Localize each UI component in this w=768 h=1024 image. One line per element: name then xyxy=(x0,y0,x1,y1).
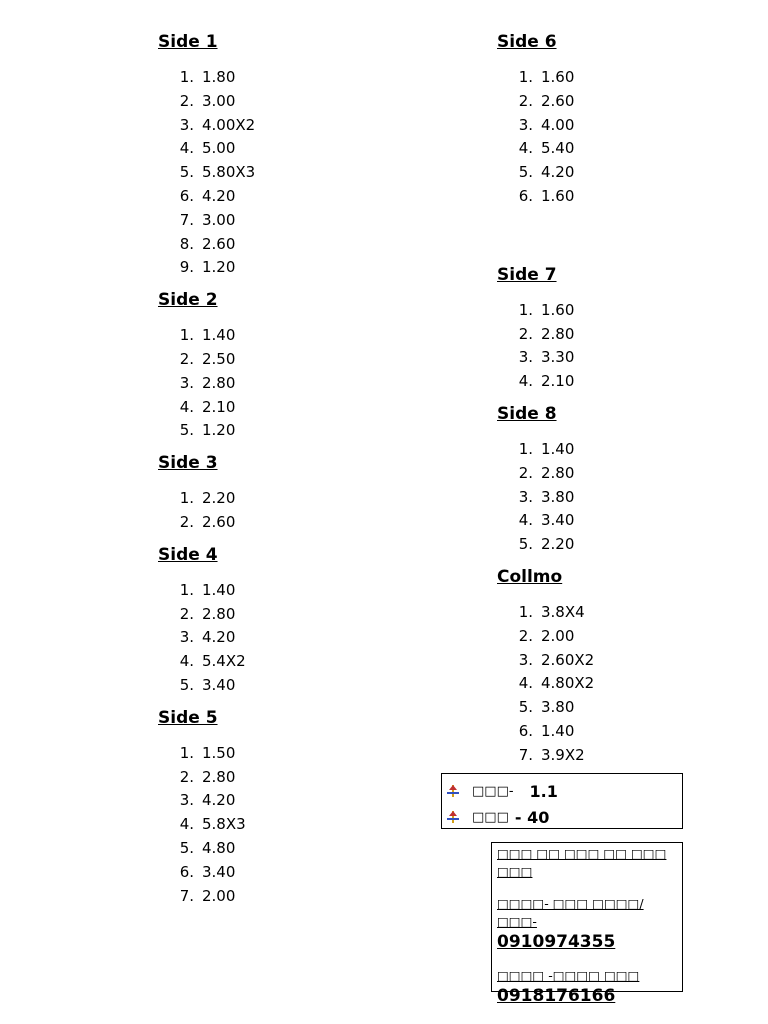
list-number: 3. xyxy=(179,791,194,810)
list-number: 4. xyxy=(518,674,533,693)
list-value: 4.20 xyxy=(541,163,575,182)
info-row xyxy=(446,804,682,830)
list-number: 4. xyxy=(179,652,194,671)
list-item xyxy=(497,509,697,533)
list-value: 2.60 xyxy=(202,234,236,253)
list-number: 5. xyxy=(518,163,533,182)
numbered-list xyxy=(158,742,418,909)
list-value: 3.80 xyxy=(541,487,575,506)
list-item xyxy=(158,419,418,443)
list-number: 1. xyxy=(518,602,533,621)
list-value: 1.50 xyxy=(202,743,236,762)
contact-phone: 0918176166 xyxy=(497,986,616,1006)
list-item xyxy=(158,674,418,698)
list-item xyxy=(497,185,697,209)
list-value: 1.60 xyxy=(541,186,575,205)
list-number: 4. xyxy=(179,397,194,416)
section-title: Side 5 xyxy=(158,707,218,728)
list-item xyxy=(497,346,697,370)
list-value: 4.80 xyxy=(202,838,236,857)
list-item xyxy=(497,323,697,347)
list-value: 4.00X2 xyxy=(202,115,256,134)
list-value: 4.00 xyxy=(541,115,575,134)
list-item xyxy=(158,209,418,233)
list-item xyxy=(158,372,418,396)
list-value: 1.20 xyxy=(202,258,236,277)
list-item xyxy=(158,66,418,90)
list-item xyxy=(497,625,697,649)
list-number: 5. xyxy=(518,535,533,554)
list-item xyxy=(158,487,418,511)
list-value: 2.60 xyxy=(541,91,575,110)
list-value: 1.60 xyxy=(541,300,575,319)
list-number: 8. xyxy=(179,234,194,253)
section xyxy=(497,263,697,394)
list-item xyxy=(158,742,418,766)
list-number: 1. xyxy=(179,68,194,86)
list-number: 3. xyxy=(518,487,533,506)
list-value: 5.4X2 xyxy=(202,652,246,671)
list-number: 7. xyxy=(179,210,194,229)
list-item xyxy=(497,720,697,744)
list-number: 6. xyxy=(179,862,194,881)
list-item xyxy=(158,137,418,161)
list-number: 2. xyxy=(518,91,533,110)
list-number: 2. xyxy=(179,767,194,786)
list-value: 1.40 xyxy=(541,439,575,458)
list-number: 3. xyxy=(518,650,533,669)
section xyxy=(158,451,418,535)
list-number: 5. xyxy=(179,838,194,857)
list-number: 1. xyxy=(518,300,533,319)
section-title: Side 8 xyxy=(497,403,557,424)
list-value: 5.40 xyxy=(541,139,575,158)
numbered-list xyxy=(497,66,697,209)
list-number: 2. xyxy=(518,324,533,343)
list-number: 6. xyxy=(518,186,533,205)
list-number: 4. xyxy=(518,511,533,530)
list-number: 2. xyxy=(518,463,533,482)
list-value: 1.80 xyxy=(202,68,236,86)
list-item xyxy=(158,256,418,280)
numbered-list xyxy=(158,487,418,535)
list-item xyxy=(497,370,697,394)
list-number: 2. xyxy=(518,626,533,645)
list-item xyxy=(158,233,418,257)
list-number: 5. xyxy=(518,698,533,717)
list-item xyxy=(497,533,697,557)
list-value: 5.80X3 xyxy=(202,163,256,182)
list-value: 4.80X2 xyxy=(541,674,595,693)
list-value: 2.00 xyxy=(202,886,236,905)
list-item xyxy=(158,90,418,114)
section xyxy=(158,30,418,280)
list-number: 6. xyxy=(179,186,194,205)
list-value: 2.20 xyxy=(202,489,236,508)
list-number: 2. xyxy=(179,349,194,368)
list-value: 1.40 xyxy=(202,326,236,345)
list-number: 7. xyxy=(179,886,194,905)
list-number: 3. xyxy=(518,115,533,134)
info-value: - 40 xyxy=(514,807,550,827)
section xyxy=(497,402,697,557)
list-number: 3. xyxy=(179,115,194,134)
list-number: 1. xyxy=(518,68,533,86)
list-item xyxy=(497,649,697,673)
bullet-icon xyxy=(446,784,460,798)
list-value: 2.10 xyxy=(202,397,236,416)
list-item xyxy=(158,579,418,603)
list-value: 1.40 xyxy=(541,721,575,740)
list-value: 3.40 xyxy=(541,511,575,530)
numbered-list xyxy=(158,324,418,443)
list-number: 4. xyxy=(518,139,533,158)
list-item xyxy=(158,324,418,348)
list-number: 4. xyxy=(518,372,533,391)
contact-line: □□□□- □□□ □□□□/ □□□- xyxy=(497,896,644,929)
list-item xyxy=(497,601,697,625)
list-value: 3.80 xyxy=(541,698,575,717)
list-item xyxy=(158,185,418,209)
list-item xyxy=(497,486,697,510)
list-item xyxy=(158,603,418,627)
list-number: 3. xyxy=(179,628,194,647)
section xyxy=(158,288,418,443)
section-title: Side 3 xyxy=(158,453,218,474)
list-number: 1. xyxy=(179,489,194,508)
list-value: 5.00 xyxy=(202,139,236,158)
section xyxy=(497,565,697,768)
list-number: 6. xyxy=(518,721,533,740)
list-number: 4. xyxy=(179,815,194,834)
list-item xyxy=(158,885,418,909)
list-number: 9. xyxy=(179,258,194,277)
section-title: Side 7 xyxy=(497,264,557,285)
list-value: 2.80 xyxy=(202,767,236,786)
list-value: 3.00 xyxy=(202,210,236,229)
list-number: 3. xyxy=(179,373,194,392)
contact-line: □□□□ -□□□□ □□□ xyxy=(497,968,640,983)
section-title: Side 2 xyxy=(158,290,218,311)
list-item xyxy=(497,696,697,720)
list-number: 2. xyxy=(179,604,194,623)
info-label: □□□- xyxy=(472,783,514,799)
contact-phone: 0910974355 xyxy=(497,932,616,952)
list-value: 3.9X2 xyxy=(541,745,585,764)
list-item xyxy=(158,650,418,674)
list-number: 1. xyxy=(179,580,194,599)
info-value: 1.1 xyxy=(529,781,558,801)
list-item xyxy=(497,161,697,185)
list-item xyxy=(158,626,418,650)
list-item xyxy=(158,766,418,790)
list-value: 5.8X3 xyxy=(202,815,246,834)
list-item xyxy=(497,90,697,114)
list-number: 3. xyxy=(518,348,533,367)
info-box xyxy=(441,773,683,829)
list-value: 3.40 xyxy=(202,862,236,881)
list-number: 5. xyxy=(179,163,194,182)
list-item xyxy=(158,837,418,861)
info-label: □□□ xyxy=(472,809,509,825)
list-value: 3.30 xyxy=(541,348,575,367)
list-value: 1.60 xyxy=(541,68,575,86)
list-value: 4.20 xyxy=(202,186,236,205)
list-number: 1. xyxy=(179,326,194,345)
numbered-list xyxy=(497,438,697,557)
list-number: 4. xyxy=(179,139,194,158)
section-title: Side 6 xyxy=(497,32,557,52)
list-item xyxy=(497,462,697,486)
list-number: 2. xyxy=(179,91,194,110)
list-item xyxy=(158,813,418,837)
numbered-list xyxy=(158,579,418,698)
list-item xyxy=(497,114,697,138)
contact-line: □□□ □□ □□□ □□ □□□ □□□ xyxy=(497,846,667,879)
list-value: 2.80 xyxy=(541,324,575,343)
list-value: 2.50 xyxy=(202,349,236,368)
list-item xyxy=(497,744,697,768)
list-value: 2.60X2 xyxy=(541,650,595,669)
list-item xyxy=(158,396,418,420)
list-value: 3.40 xyxy=(202,675,236,694)
list-value: 4.20 xyxy=(202,628,236,647)
list-value: 2.00 xyxy=(541,626,575,645)
numbered-list xyxy=(497,601,697,768)
list-item xyxy=(158,161,418,185)
list-item xyxy=(497,66,697,90)
section-title: Side 1 xyxy=(158,32,218,52)
section xyxy=(497,30,697,209)
section-title: Side 4 xyxy=(158,544,218,565)
list-value: 2.80 xyxy=(202,373,236,392)
list-value: 3.00 xyxy=(202,91,236,110)
list-item xyxy=(497,672,697,696)
list-value: 3.8X4 xyxy=(541,602,585,621)
left-column xyxy=(158,30,418,916)
section xyxy=(158,706,418,909)
list-item xyxy=(497,438,697,462)
list-item xyxy=(158,861,418,885)
list-item xyxy=(497,299,697,323)
list-number: 1. xyxy=(179,743,194,762)
numbered-list xyxy=(158,66,418,280)
contact-box xyxy=(491,842,683,1006)
list-value: 4.20 xyxy=(202,791,236,810)
right-column xyxy=(497,30,697,776)
list-number: 7. xyxy=(518,745,533,764)
section xyxy=(158,543,418,698)
list-number: 5. xyxy=(179,421,194,440)
list-number: 1. xyxy=(518,439,533,458)
list-number: 5. xyxy=(179,675,194,694)
list-number: 2. xyxy=(179,512,194,531)
list-item xyxy=(158,348,418,372)
info-row xyxy=(446,778,682,804)
list-value: 1.40 xyxy=(202,580,236,599)
list-value: 2.60 xyxy=(202,512,236,531)
list-value: 2.80 xyxy=(202,604,236,623)
list-item xyxy=(497,137,697,161)
bullet-icon xyxy=(446,810,460,824)
list-value: 1.20 xyxy=(202,421,236,440)
numbered-list xyxy=(497,299,697,394)
list-item xyxy=(158,114,418,138)
list-value: 2.10 xyxy=(541,372,575,391)
list-value: 2.20 xyxy=(541,535,575,554)
list-item xyxy=(158,789,418,813)
list-value: 2.80 xyxy=(541,463,575,482)
list-item xyxy=(158,511,418,535)
section-title: Collmo xyxy=(497,566,563,587)
